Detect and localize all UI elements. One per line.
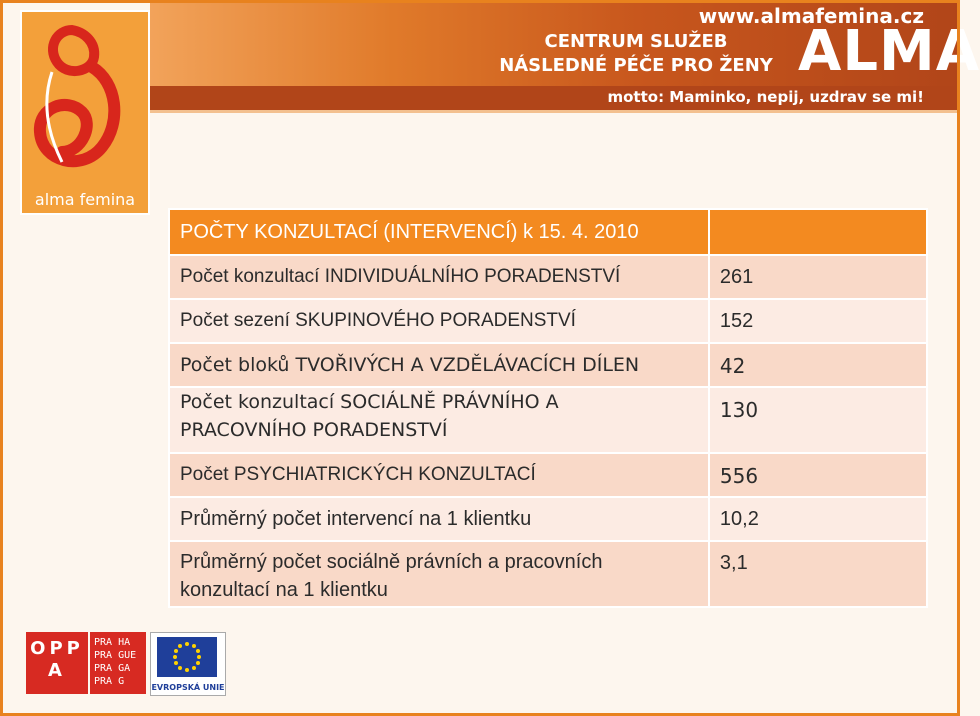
header-divider — [150, 110, 960, 113]
row-value: 3,1 — [709, 541, 927, 607]
row-label: Počet sezení SKUPINOVÉHO PORADENSTVÍ — [169, 299, 709, 343]
alma-femina-logo — [20, 10, 150, 215]
opp-logo — [26, 632, 88, 694]
praha-text: HA — [118, 637, 131, 648]
row-label-line2: konzultací na 1 klientku — [180, 579, 388, 601]
row-label-line1: Průměrný počet sociálně právních a pracovních — [180, 551, 603, 573]
row-value: 42 — [709, 343, 927, 387]
eu-label: EVROPSKÁ UNIE — [151, 683, 225, 692]
centre-title — [476, 30, 796, 78]
centre-title-line2: NÁSLEDNÉ PÉČE PRO ŽENY — [499, 55, 773, 76]
table-heading: POČTY KONZULTACÍ (INTERVENCÍ) k 15. 4. 2010 — [169, 209, 709, 255]
opp-line1: OPP — [30, 638, 84, 659]
table-row — [169, 453, 927, 497]
row-label-line2: PRACOVNÍHO PORADENSTVÍ — [180, 419, 448, 441]
praha-grid — [94, 636, 144, 688]
row-value: 556 — [709, 453, 927, 497]
logo-text: alma femina — [34, 190, 136, 209]
row-label — [169, 387, 709, 453]
row-label — [169, 541, 709, 607]
row-label: Počet PSYCHIATRICKÝCH KONZULTACÍ — [169, 453, 709, 497]
eu-flag-icon — [157, 637, 217, 677]
table-heading-empty — [709, 209, 927, 255]
row-value: 10,2 — [709, 497, 927, 541]
row-label-line1: Počet konzultací SOCIÁLNĚ PRÁVNÍHO A — [180, 391, 559, 413]
table-row — [169, 541, 927, 607]
table-row — [169, 343, 927, 387]
alma-wordmark: ALMA — [798, 19, 980, 84]
praha-text: PRA — [94, 663, 113, 674]
row-label: Počet bloků TVOŘIVÝCH A VZDĚLÁVACÍCH DÍLEN — [169, 343, 709, 387]
praha-logo — [90, 632, 146, 694]
opp-line2: A — [48, 660, 66, 681]
table-row — [169, 497, 927, 541]
opp-logo-text — [26, 638, 88, 682]
table-row — [169, 299, 927, 343]
row-label: Průměrný počet intervencí na 1 klientku — [169, 497, 709, 541]
consultations-table — [168, 208, 928, 608]
row-label: Počet konzultací INDIVIDUÁLNÍHO PORADENSTVÍ — [169, 255, 709, 299]
eu-logo — [150, 632, 226, 696]
praha-text: GA — [118, 663, 131, 674]
praha-text: PRA — [94, 650, 113, 661]
table-header-row — [169, 209, 927, 255]
praha-text: GUE — [118, 650, 137, 661]
praha-text: PRA — [94, 676, 113, 687]
centre-title-line1: CENTRUM SLUŽEB — [544, 31, 728, 52]
site-url[interactable]: www.almafemina.cz — [698, 4, 924, 28]
table-row — [169, 387, 927, 453]
row-value: 130 — [709, 387, 927, 453]
row-value: 152 — [709, 299, 927, 343]
logo-figure-icon — [22, 12, 148, 187]
praha-text: PRA — [94, 637, 113, 648]
table-row — [169, 255, 927, 299]
praha-text: G — [118, 676, 125, 687]
motto: motto: Maminko, nepij, uzdrav se mi! — [607, 88, 924, 106]
row-value: 261 — [709, 255, 927, 299]
